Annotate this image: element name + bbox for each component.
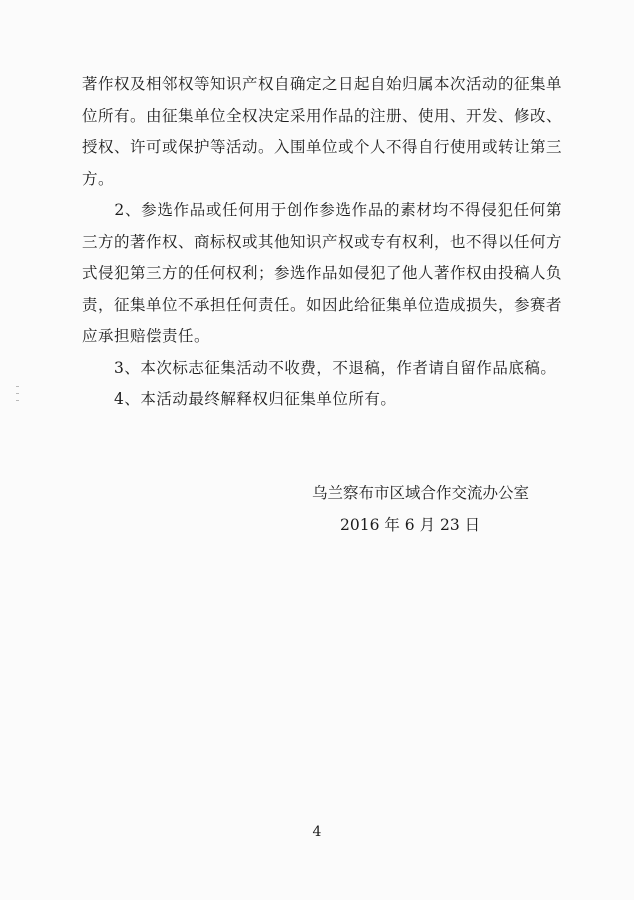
- signature-date: 2016 年 6 月 23 日: [340, 516, 481, 534]
- paragraph-1-continuation: 著作权及相邻权等知识产权自确定之日起自始归属本次活动的征集单位所有。由征集单位全权决定采用作品的注册、使用、开发、修改、授权、许可或保护等活动。入围单位或个人不得自行使用或转让第三方。: [82, 75, 563, 188]
- body-text: [82, 69, 562, 416]
- paragraph-item-3: 3、本次标志征集活动不收费，不退稿，作者请自留作品底稿。: [82, 358, 557, 377]
- page-number: 4: [312, 824, 322, 840]
- signature-organization: 乌兰察布市区域合作交流办公室: [312, 484, 530, 502]
- paragraph-item-4: 4、本活动最终解释权归征集单位所有。: [82, 390, 397, 408]
- scan-artifact: [16, 386, 19, 407]
- paragraph-item-2: 2、参选作品或任何用于创作参选作品的素材均不得侵犯任何第三方的著作权、商标权或其他知识产权或专有权利，也不得以任何方式侵犯第三方的任何权利；参选作品如侵犯了他人著作权由投稿人负责，征集单位不承担任何责任。如因此给征集单位造成损失，参赛者应承担赔偿责任。: [82, 201, 563, 345]
